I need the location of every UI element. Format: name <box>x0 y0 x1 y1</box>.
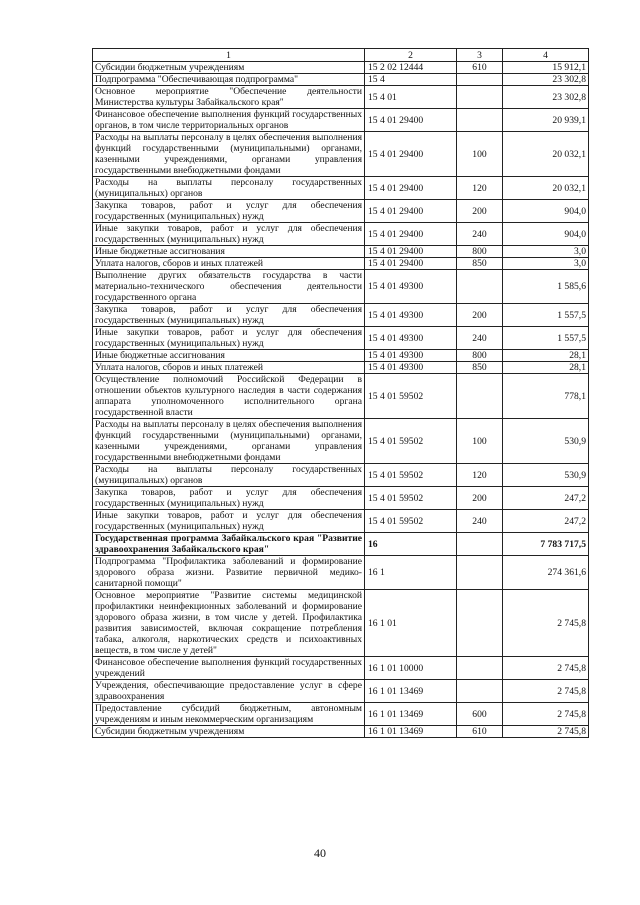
name-cell: Субсидии бюджетным учреждениям <box>93 726 365 738</box>
table-row <box>93 726 589 738</box>
code-cell: 16 1 01 <box>365 590 457 657</box>
amount-cell: 2 745,8 <box>503 590 589 657</box>
name-cell: Учреждения, обеспечивающие предоставление услуг в сфере здравоохранения <box>93 680 365 703</box>
name-cell: Закупка товаров, работ и услуг для обеспечения государственных (муниципальных) нужд <box>93 200 365 223</box>
type-cell: 600 <box>457 703 503 726</box>
type-cell: 120 <box>457 177 503 200</box>
amount-cell: 778,1 <box>503 374 589 419</box>
type-cell <box>457 374 503 419</box>
table-row <box>93 86 589 109</box>
type-cell <box>457 657 503 680</box>
table-header-row <box>93 49 589 62</box>
table-row <box>93 680 589 703</box>
type-cell <box>457 680 503 703</box>
name-cell: Государственная программа Забайкальского края "Развитие здравоохранения Забайкальского края" <box>93 533 365 556</box>
code-cell: 15 4 01 29400 <box>365 132 457 177</box>
amount-cell: 2 745,8 <box>503 680 589 703</box>
amount-cell: 20 032,1 <box>503 132 589 177</box>
amount-cell: 1 557,5 <box>503 327 589 350</box>
code-cell: 15 4 01 49300 <box>365 362 457 374</box>
page-number: 40 <box>314 846 326 860</box>
table-row <box>93 464 589 487</box>
table-row <box>93 487 589 510</box>
amount-cell: 3,0 <box>503 258 589 270</box>
table-row <box>93 657 589 680</box>
table-row <box>93 510 589 533</box>
table-row <box>93 556 589 590</box>
table-row <box>93 374 589 419</box>
code-cell: 15 4 01 59502 <box>365 419 457 464</box>
amount-cell: 15 912,1 <box>503 62 589 74</box>
table-row <box>93 177 589 200</box>
code-cell: 15 2 02 12444 <box>365 62 457 74</box>
code-cell: 15 4 01 29400 <box>365 223 457 246</box>
header-cell-4: 4 <box>503 49 589 62</box>
name-cell: Осуществление полномочий Российской Федерации в отношении объектов культурного наследия в части содержания аппарата уполномоченного исполнительного органа государственной власти <box>93 374 365 419</box>
code-cell: 15 4 01 29400 <box>365 246 457 258</box>
name-cell: Выполнение других обязательств государства в части материально-технического обеспечения деятельности государственного органа <box>93 270 365 304</box>
code-cell: 16 1 <box>365 556 457 590</box>
code-cell: 15 4 01 29400 <box>365 177 457 200</box>
code-cell: 16 1 01 10000 <box>365 657 457 680</box>
code-cell: 15 4 01 29400 <box>365 200 457 223</box>
name-cell: Уплата налогов, сборов и иных платежей <box>93 362 365 374</box>
type-cell: 200 <box>457 304 503 327</box>
name-cell: Уплата налогов, сборов и иных платежей <box>93 258 365 270</box>
name-cell: Расходы на выплаты персоналу государственных (муниципальных) органов <box>93 177 365 200</box>
type-cell: 120 <box>457 464 503 487</box>
table-row <box>93 362 589 374</box>
amount-cell: 904,0 <box>503 223 589 246</box>
name-cell: Расходы на выплаты персоналу в целях обеспечения выполнения функций государственными (муниципальными) органами, казенными учреждениями, органами управления государственными внебюджетными фондами <box>93 132 365 177</box>
type-cell: 240 <box>457 327 503 350</box>
code-cell: 15 4 <box>365 74 457 86</box>
table-row <box>93 533 589 556</box>
name-cell: Иные закупки товаров, работ и услуг для обеспечения государственных (муниципальных) нужд <box>93 327 365 350</box>
amount-cell: 274 361,6 <box>503 556 589 590</box>
table-row <box>93 270 589 304</box>
code-cell: 15 4 01 59502 <box>365 510 457 533</box>
name-cell: Основное мероприятие "Развитие системы медицинской профилактики неинфекционных заболеваний и формирование здорового образа жизни, в том числе у детей. Профилактика развития зависимостей, включая сокращение потребления табака, алкоголя, наркотических средств и психоактивных веществ, в том числе у детей" <box>93 590 365 657</box>
table-row <box>93 419 589 464</box>
budget-table <box>92 48 589 738</box>
amount-cell: 1 585,6 <box>503 270 589 304</box>
type-cell: 200 <box>457 487 503 510</box>
amount-cell: 247,2 <box>503 487 589 510</box>
type-cell <box>457 109 503 132</box>
type-cell <box>457 533 503 556</box>
header-cell-2: 2 <box>365 49 457 62</box>
name-cell: Расходы на выплаты персоналу государственных (муниципальных) органов <box>93 464 365 487</box>
code-cell: 15 4 01 49300 <box>365 327 457 350</box>
code-cell: 15 4 01 <box>365 86 457 109</box>
table-row <box>93 62 589 74</box>
amount-cell: 3,0 <box>503 246 589 258</box>
code-cell: 15 4 01 59502 <box>365 464 457 487</box>
header-cell-3: 3 <box>457 49 503 62</box>
code-cell: 15 4 01 29400 <box>365 109 457 132</box>
type-cell: 240 <box>457 223 503 246</box>
amount-cell: 247,2 <box>503 510 589 533</box>
type-cell: 240 <box>457 510 503 533</box>
name-cell: Финансовое обеспечение выполнения функций государственных органов, в том числе территориальных органов <box>93 109 365 132</box>
amount-cell: 7 783 717,5 <box>503 533 589 556</box>
type-cell <box>457 270 503 304</box>
amount-cell: 530,9 <box>503 464 589 487</box>
type-cell <box>457 590 503 657</box>
type-cell <box>457 556 503 590</box>
amount-cell: 904,0 <box>503 200 589 223</box>
code-cell: 16 <box>365 533 457 556</box>
name-cell: Иные бюджетные ассигнования <box>93 350 365 362</box>
amount-cell: 23 302,8 <box>503 86 589 109</box>
table-row <box>93 258 589 270</box>
name-cell: Предоставление субсидий бюджетным, автономным учреждениям и иным некоммерческим организациям <box>93 703 365 726</box>
amount-cell: 530,9 <box>503 419 589 464</box>
type-cell <box>457 86 503 109</box>
name-cell: Подпрограмма "Обеспечивающая подпрограмма" <box>93 74 365 86</box>
code-cell: 15 4 01 59502 <box>365 374 457 419</box>
table-row <box>93 590 589 657</box>
type-cell: 610 <box>457 726 503 738</box>
name-cell: Иные бюджетные ассигнования <box>93 246 365 258</box>
table-row <box>93 304 589 327</box>
code-cell: 15 4 01 59502 <box>365 487 457 510</box>
code-cell: 15 4 01 49300 <box>365 304 457 327</box>
amount-cell: 2 745,8 <box>503 703 589 726</box>
type-cell: 850 <box>457 362 503 374</box>
code-cell: 15 4 01 49300 <box>365 270 457 304</box>
name-cell: Расходы на выплаты персоналу в целях обеспечения выполнения функций государственными (муниципальными) органами, казенными учреждениями, органами управления государственными внебюджетными фондами <box>93 419 365 464</box>
type-cell <box>457 74 503 86</box>
amount-cell: 20 032,1 <box>503 177 589 200</box>
name-cell: Основное мероприятие "Обеспечение деятельности Министерства культуры Забайкальского края" <box>93 86 365 109</box>
name-cell: Закупка товаров, работ и услуг для обеспечения государственных (муниципальных) нужд <box>93 304 365 327</box>
code-cell: 15 4 01 49300 <box>365 350 457 362</box>
name-cell: Субсидии бюджетным учреждениям <box>93 62 365 74</box>
code-cell: 16 1 01 13469 <box>365 726 457 738</box>
table-row <box>93 109 589 132</box>
type-cell: 610 <box>457 62 503 74</box>
name-cell: Иные закупки товаров, работ и услуг для обеспечения государственных (муниципальных) нужд <box>93 510 365 533</box>
table-row <box>93 350 589 362</box>
code-cell: 15 4 01 29400 <box>365 258 457 270</box>
type-cell: 200 <box>457 200 503 223</box>
name-cell: Закупка товаров, работ и услуг для обеспечения государственных (муниципальных) нужд <box>93 487 365 510</box>
type-cell: 100 <box>457 419 503 464</box>
table-row <box>93 703 589 726</box>
amount-cell: 28,1 <box>503 350 589 362</box>
type-cell: 800 <box>457 350 503 362</box>
table-row <box>93 327 589 350</box>
type-cell: 100 <box>457 132 503 177</box>
header-cell-1: 1 <box>93 49 365 62</box>
amount-cell: 23 302,8 <box>503 74 589 86</box>
table-row <box>93 132 589 177</box>
amount-cell: 2 745,8 <box>503 726 589 738</box>
amount-cell: 1 557,5 <box>503 304 589 327</box>
name-cell: Финансовое обеспечение выполнения функций государственных учреждений <box>93 657 365 680</box>
table-row <box>93 200 589 223</box>
amount-cell: 2 745,8 <box>503 657 589 680</box>
table-row <box>93 223 589 246</box>
table-row <box>93 246 589 258</box>
amount-cell: 20 939,1 <box>503 109 589 132</box>
name-cell: Иные закупки товаров, работ и услуг для обеспечения государственных (муниципальных) нужд <box>93 223 365 246</box>
type-cell: 800 <box>457 246 503 258</box>
code-cell: 16 1 01 13469 <box>365 703 457 726</box>
amount-cell: 28,1 <box>503 362 589 374</box>
table-row <box>93 74 589 86</box>
name-cell: Подпрограмма "Профилактика заболеваний и формирование здорового образа жизни. Развитие первичной медико-санитарной помощи" <box>93 556 365 590</box>
code-cell: 16 1 01 13469 <box>365 680 457 703</box>
type-cell: 850 <box>457 258 503 270</box>
